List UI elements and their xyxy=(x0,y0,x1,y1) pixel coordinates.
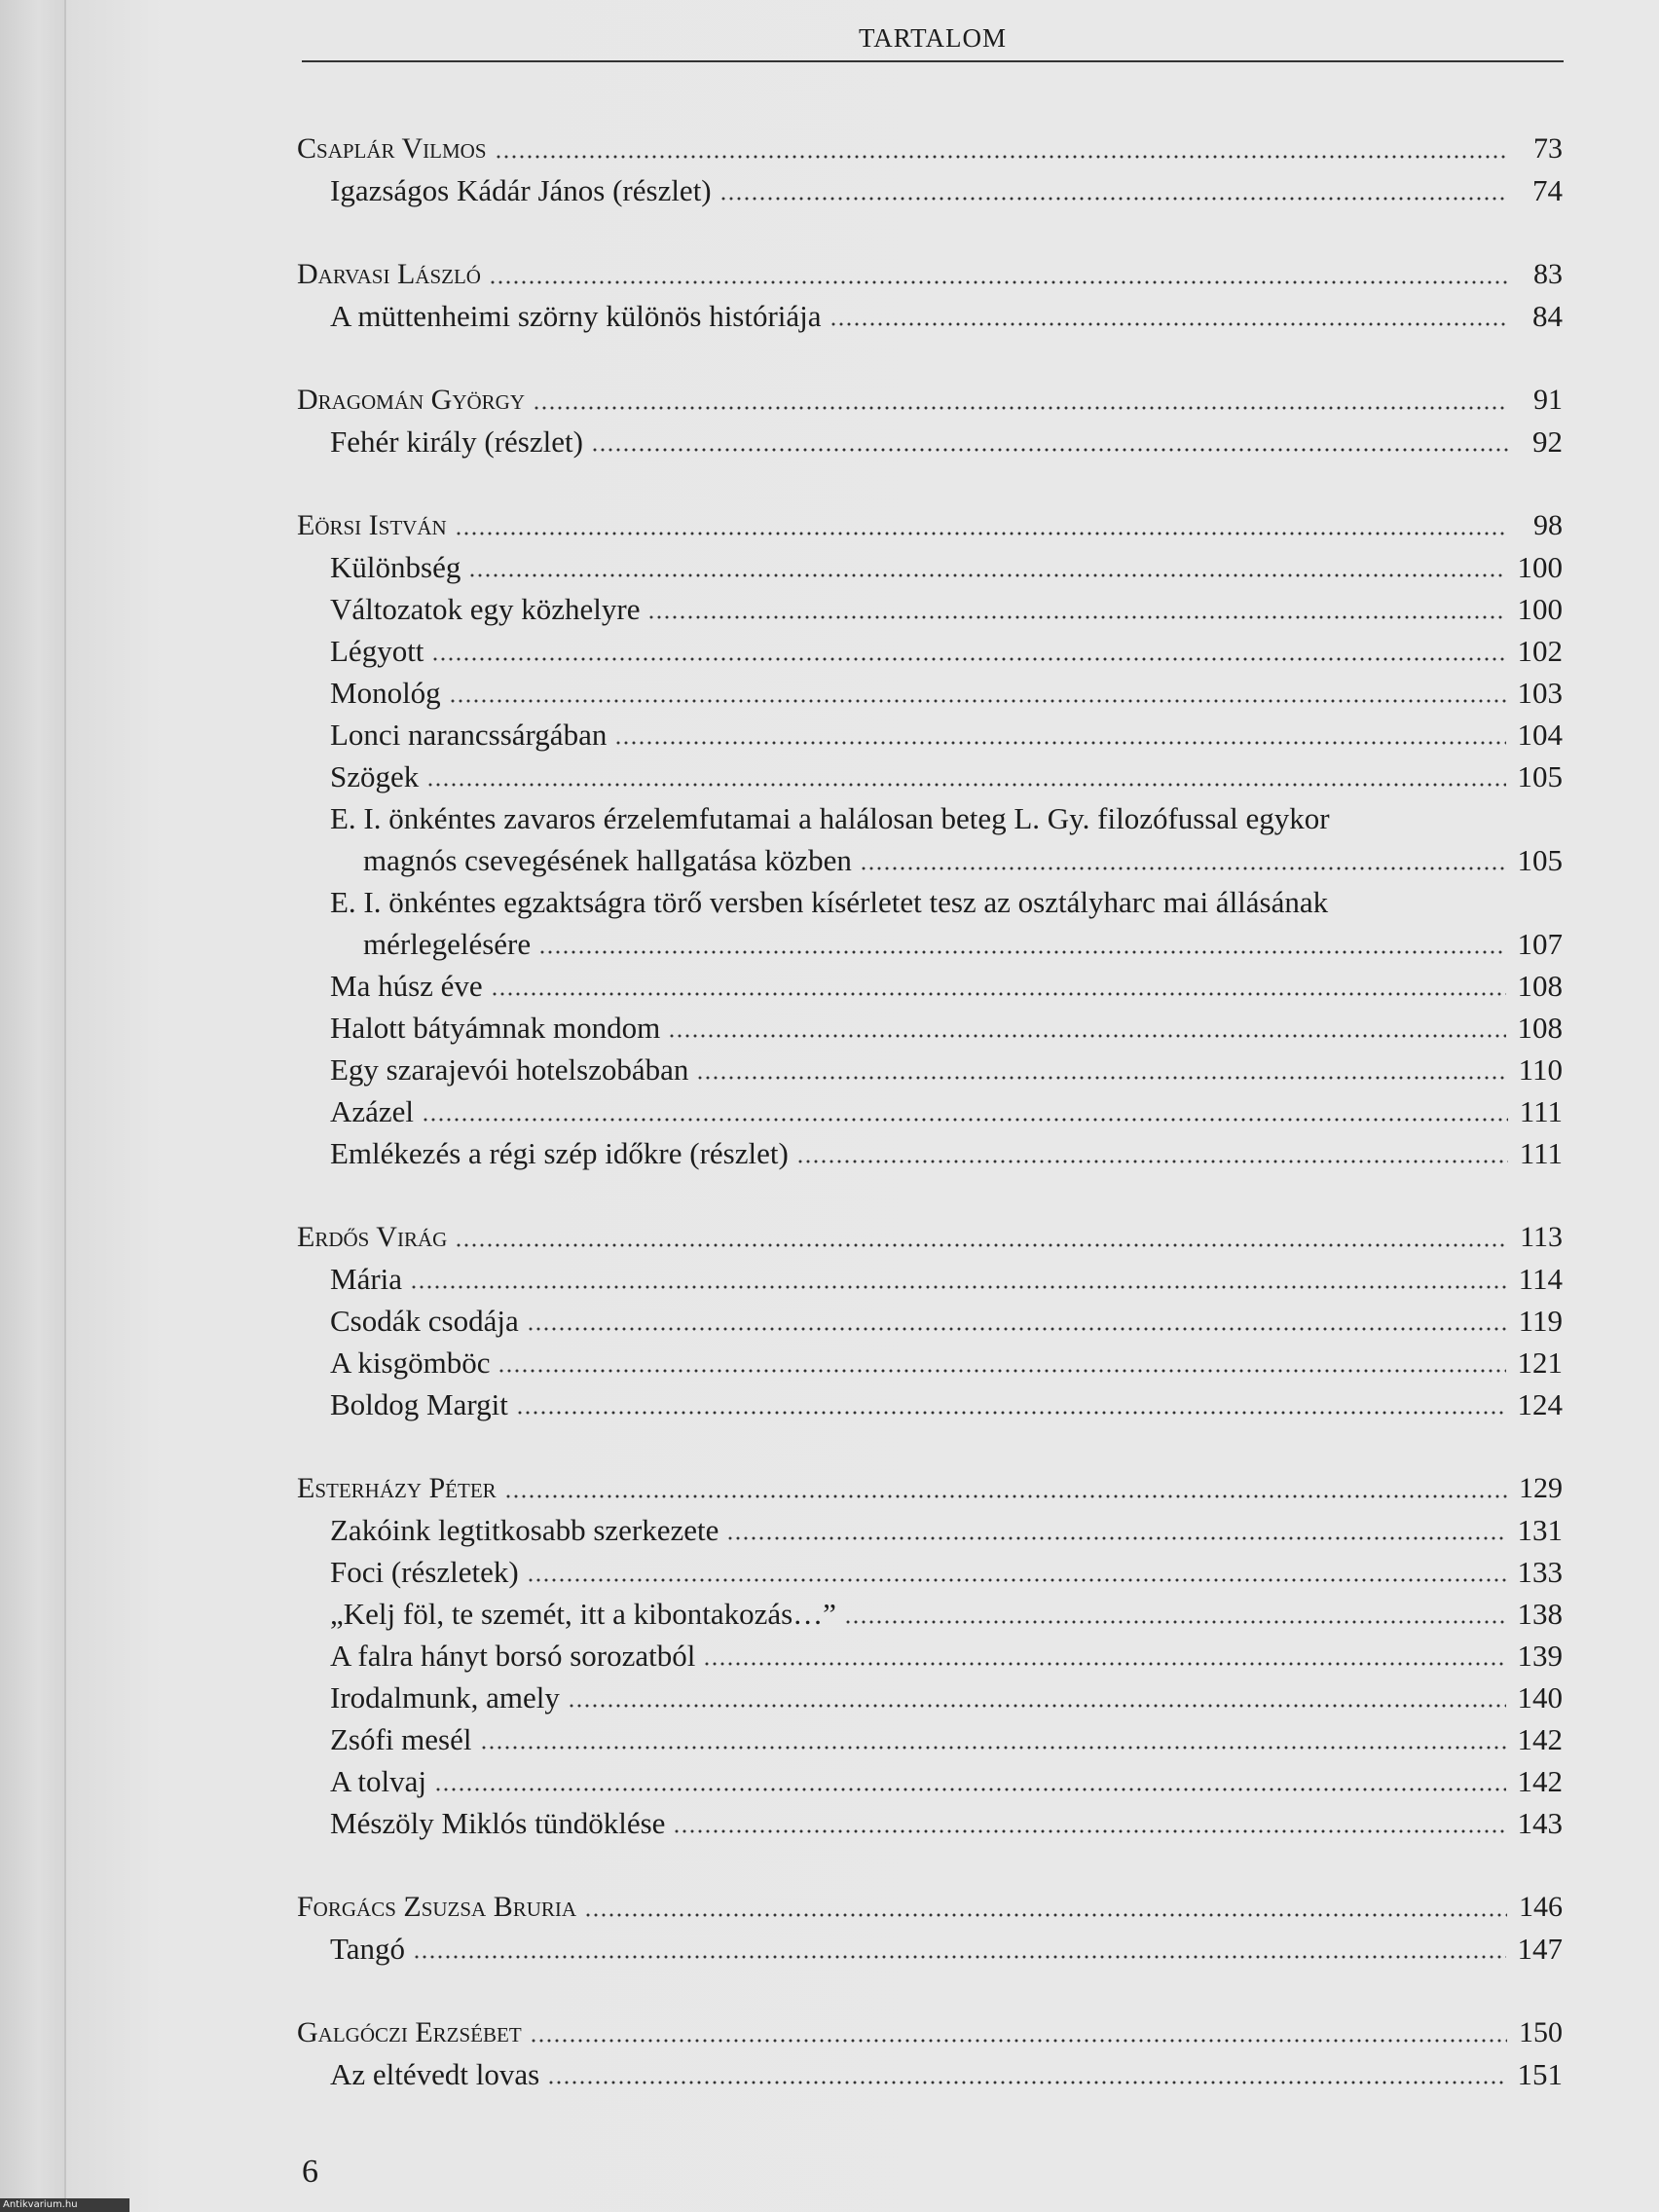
toc-work-entry-title: Csodák csodája xyxy=(330,1304,519,1338)
toc-author-entry xyxy=(297,376,1563,418)
toc-work-entry xyxy=(297,1129,1563,1171)
toc-work-entry xyxy=(297,1715,1563,1757)
toc-work-entry-title: Zakóink legtitkosabb szerkezete xyxy=(330,1513,719,1547)
dot-leader xyxy=(647,615,1505,619)
toc-work-entry-title: Különbség xyxy=(330,550,461,584)
dot-leader xyxy=(844,1620,1506,1624)
toc-work-entry xyxy=(297,711,1563,753)
watermark: Antikvarium.hu xyxy=(0,2198,129,2212)
toc-work-entry-page-number: 138 xyxy=(1517,1597,1563,1631)
toc-author-entry-page-number: 83 xyxy=(1533,258,1563,290)
toc-author-entry-page-number: 150 xyxy=(1519,2016,1563,2048)
toc-author-entry-title: Eörsi István xyxy=(297,509,447,541)
toc-work-entry-title: Irodalmunk, amely xyxy=(330,1680,560,1714)
toc-author-entry-page-number: 91 xyxy=(1533,384,1563,416)
dot-leader xyxy=(489,280,1508,284)
toc-work-entry-title: Foci (részletek) xyxy=(330,1555,519,1589)
toc-author-entry xyxy=(297,1213,1563,1255)
toc-work-entry xyxy=(297,1548,1563,1590)
toc-author-entry xyxy=(297,125,1563,166)
toc-author-entry xyxy=(297,2009,1563,2050)
dot-leader xyxy=(480,1746,1506,1750)
toc-work-entry xyxy=(297,1046,1563,1088)
toc-work-entry-page-number: 100 xyxy=(1517,550,1563,584)
toc-work-entry xyxy=(297,292,1563,334)
toc-work-entry-page-number: 114 xyxy=(1518,1262,1563,1296)
toc-author-entry xyxy=(297,1883,1563,1925)
toc-work-entry xyxy=(297,669,1563,711)
toc-work-entry-continued xyxy=(297,836,1563,878)
toc-work-entry-page-number: 111 xyxy=(1519,1094,1563,1128)
toc-work-entry-title: Tangó xyxy=(330,1932,406,1966)
toc-work-entry-page-number: 142 xyxy=(1517,1764,1563,1798)
dot-leader xyxy=(431,657,1505,661)
toc-work-entry-continued-page-number: 107 xyxy=(1517,927,1563,961)
toc-work-entry xyxy=(297,585,1563,627)
header-rule xyxy=(302,60,1564,62)
toc-work-entry-title: Boldog Margit xyxy=(330,1387,508,1421)
toc-work-entry xyxy=(297,1632,1563,1674)
toc-work-entry-page-number: 133 xyxy=(1517,1555,1563,1589)
toc-work-entry xyxy=(297,1255,1563,1297)
dot-leader xyxy=(860,866,1506,870)
toc-author-entry xyxy=(297,501,1563,543)
toc-work-entry-title: Mária xyxy=(330,1262,403,1296)
running-head: TARTALOM xyxy=(858,23,1008,53)
dot-leader xyxy=(468,573,1505,577)
dot-leader xyxy=(498,1369,1505,1373)
toc-work-entry-title: Mészöly Miklós tündöklése xyxy=(330,1806,666,1840)
toc-work-entry xyxy=(297,1297,1563,1339)
toc-work-entry xyxy=(297,1088,1563,1129)
toc-work-entry-title: Szögek xyxy=(330,759,420,793)
toc-work-entry xyxy=(297,1590,1563,1632)
toc-work-entry-title: Légyott xyxy=(330,634,424,668)
dot-leader xyxy=(726,1536,1505,1540)
toc-author-entry-page-number: 73 xyxy=(1533,132,1563,165)
toc-author-entry xyxy=(297,1464,1563,1506)
dot-leader xyxy=(527,1578,1506,1582)
toc-work-entry-title: Változatok egy közhelyre xyxy=(330,592,641,626)
toc-work-entry-page-number: 92 xyxy=(1532,424,1563,459)
dot-leader xyxy=(449,699,1506,703)
dot-leader xyxy=(673,1829,1505,1833)
toc-author-entry-title: Esterházy Péter xyxy=(297,1472,497,1504)
dot-leader xyxy=(530,2039,1507,2043)
toc-work-entry-page-number: 139 xyxy=(1517,1639,1563,1673)
toc-work-entry xyxy=(297,794,1563,836)
dot-leader xyxy=(568,1704,1506,1708)
toc-work-entry-page-number: 131 xyxy=(1517,1513,1563,1547)
dot-leader xyxy=(434,1788,1505,1791)
toc-work-entry xyxy=(297,1757,1563,1799)
dot-leader xyxy=(491,992,1506,996)
toc-work-entry-continued-page-number: 105 xyxy=(1517,843,1563,877)
toc-work-entry-continued xyxy=(297,920,1563,962)
toc-author-entry-title: Forgács Zsuzsa Bruria xyxy=(297,1891,577,1923)
toc-work-entry xyxy=(297,627,1563,669)
toc-work-entry xyxy=(297,1799,1563,1841)
toc-work-entry-title: „Kelj föl, te szemét, itt a kibontakozás…” xyxy=(330,1597,836,1631)
dot-leader xyxy=(719,197,1508,201)
toc-work-entry-title: E. I. önkéntes egzaktságra törő versben kísérletet tesz az osztályharc mai állásának xyxy=(330,885,1329,919)
dot-leader xyxy=(533,406,1508,410)
toc-work-entry-page-number: 142 xyxy=(1517,1722,1563,1756)
dot-leader xyxy=(455,532,1508,535)
toc-work-entry-title: Emlékezés a régi szép időkre (részlet) xyxy=(330,1136,789,1170)
toc-work-entry-page-number: 102 xyxy=(1517,634,1563,668)
table-of-contents xyxy=(297,125,1563,2092)
toc-work-entry xyxy=(297,543,1563,585)
dot-leader xyxy=(591,448,1508,452)
toc-work-entry xyxy=(297,878,1563,920)
toc-work-entry-title: Az eltévedt lovas xyxy=(330,2057,540,2091)
toc-work-entry-page-number: 105 xyxy=(1517,759,1563,793)
dot-leader xyxy=(538,950,1505,954)
toc-work-entry xyxy=(297,2050,1563,2092)
toc-work-entry-title: Egy szarajevói hotelszobában xyxy=(330,1052,689,1087)
toc-work-entry-page-number: 124 xyxy=(1517,1387,1563,1421)
dot-leader xyxy=(455,1243,1508,1247)
toc-work-entry-page-number: 143 xyxy=(1517,1806,1563,1840)
toc-author-entry-page-number: 146 xyxy=(1519,1891,1563,1923)
toc-work-entry-title: Lonci narancssárgában xyxy=(330,718,608,752)
toc-work-entry xyxy=(297,1004,1563,1046)
toc-author-entry-page-number: 113 xyxy=(1520,1221,1563,1253)
toc-work-entry xyxy=(297,1339,1563,1381)
dot-leader xyxy=(584,1913,1507,1917)
toc-author-entry xyxy=(297,250,1563,292)
toc-work-entry-page-number: 110 xyxy=(1518,1052,1563,1087)
toc-author-entry-page-number: 129 xyxy=(1519,1472,1563,1504)
dot-leader xyxy=(422,1118,1508,1122)
toc-work-entry xyxy=(297,1506,1563,1548)
toc-author-entry-title: Dragomán György xyxy=(297,384,526,416)
toc-work-entry-title: E. I. önkéntes zavaros érzelemfutamai a halálosan beteg L. Gy. filozófussal egykor xyxy=(330,801,1330,835)
dot-leader xyxy=(426,783,1505,787)
toc-work-entry xyxy=(297,1381,1563,1422)
toc-work-entry-title: Azázel xyxy=(330,1094,415,1128)
toc-work-entry xyxy=(297,753,1563,794)
toc-work-entry-page-number: 104 xyxy=(1517,718,1563,752)
toc-work-entry-page-number: 119 xyxy=(1518,1304,1563,1338)
dot-leader xyxy=(668,1034,1505,1038)
toc-work-entry-title: Zsófi mesél xyxy=(330,1722,472,1756)
toc-work-entry-page-number: 147 xyxy=(1517,1932,1563,1966)
toc-work-entry-page-number: 140 xyxy=(1517,1680,1563,1714)
toc-work-entry-title: Halott bátyámnak mondom xyxy=(330,1011,661,1045)
dot-leader xyxy=(696,1076,1506,1080)
dot-leader xyxy=(830,322,1508,326)
toc-work-entry-continued-title: magnós csevegésének hallgatása közben xyxy=(363,843,852,877)
toc-work-entry-page-number: 111 xyxy=(1519,1136,1563,1170)
dot-leader xyxy=(796,1160,1508,1163)
page-number: 6 xyxy=(302,2154,318,2190)
toc-work-entry-title: Fehér király (részlet) xyxy=(330,424,583,459)
toc-work-entry-page-number: 103 xyxy=(1517,676,1563,710)
toc-work-entry-title: A müttenheimi szörny különös históriája xyxy=(330,299,822,333)
toc-work-entry xyxy=(297,1674,1563,1715)
toc-work-entry-page-number: 84 xyxy=(1532,299,1563,333)
toc-work-entry-title: Igazságos Kádár János (részlet) xyxy=(330,173,712,207)
toc-work-entry-page-number: 108 xyxy=(1517,969,1563,1003)
toc-work-entry-page-number: 100 xyxy=(1517,592,1563,626)
toc-work-entry-title: Ma húsz éve xyxy=(330,969,483,1003)
toc-author-entry-page-number: 98 xyxy=(1533,509,1563,541)
toc-author-entry-title: Galgóczi Erzsébet xyxy=(297,2016,522,2048)
dot-leader xyxy=(504,1494,1507,1498)
toc-work-entry-page-number: 108 xyxy=(1517,1011,1563,1045)
toc-work-entry-continued-title: mérlegelésére xyxy=(363,927,532,961)
dot-leader xyxy=(410,1285,1507,1289)
toc-work-entry-title: A kisgömböc xyxy=(330,1346,491,1380)
dot-leader xyxy=(703,1662,1505,1666)
toc-author-entry-title: Csaplár Vilmos xyxy=(297,132,487,165)
dot-leader xyxy=(495,155,1509,159)
toc-work-entry-title: A falra hányt borsó sorozatból xyxy=(330,1639,696,1673)
toc-work-entry-page-number: 74 xyxy=(1532,173,1563,207)
toc-work-entry-title: A tolvaj xyxy=(330,1764,427,1798)
dot-leader xyxy=(614,741,1505,745)
dot-leader xyxy=(516,1411,1506,1415)
dot-leader xyxy=(527,1327,1507,1331)
toc-work-entry-page-number: 151 xyxy=(1517,2057,1563,2091)
toc-work-entry xyxy=(297,962,1563,1004)
dot-leader xyxy=(413,1955,1505,1959)
toc-author-entry-title: Erdős Virág xyxy=(297,1221,448,1253)
toc-work-entry-page-number: 121 xyxy=(1517,1346,1563,1380)
toc-work-entry-title: Monológ xyxy=(330,676,441,710)
toc-work-entry xyxy=(297,418,1563,460)
toc-author-entry-title: Darvasi László xyxy=(297,258,481,290)
dot-leader xyxy=(547,2081,1505,2084)
toc-work-entry xyxy=(297,1925,1563,1967)
toc-work-entry xyxy=(297,166,1563,208)
book-spine-edge xyxy=(0,0,66,2212)
